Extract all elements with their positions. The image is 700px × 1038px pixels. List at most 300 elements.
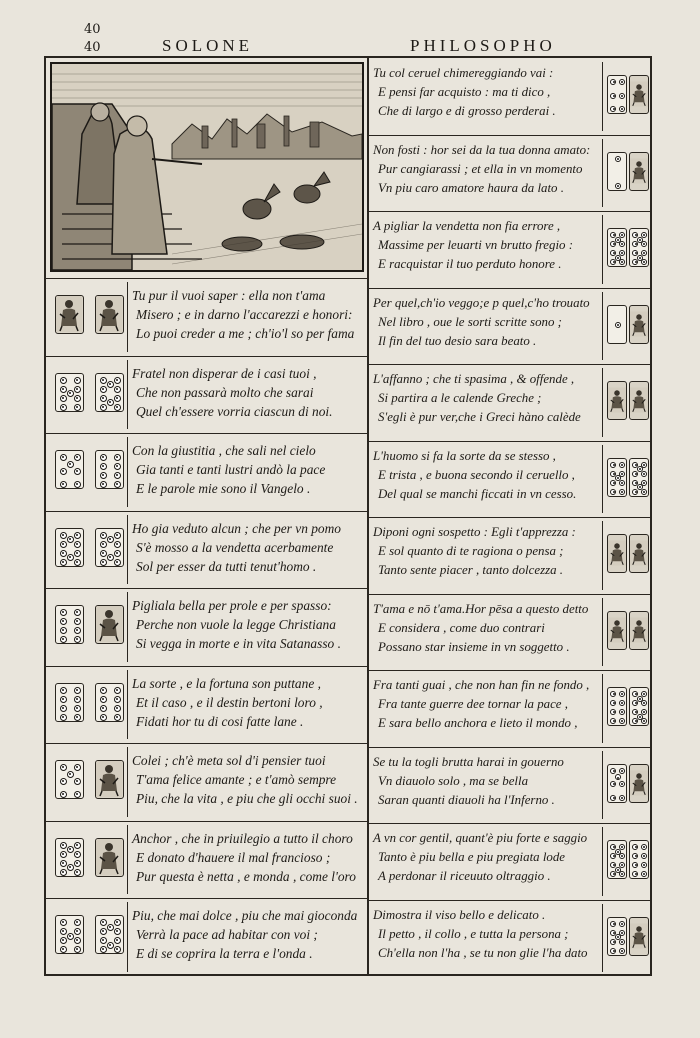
pip-card-icon <box>55 760 84 799</box>
pip-icon <box>67 933 74 940</box>
pip-icon <box>619 462 625 468</box>
pip-icon <box>60 609 67 616</box>
verse-left <box>132 829 356 886</box>
pip-icon <box>619 768 625 774</box>
pip-icon <box>107 399 114 406</box>
pip-icon <box>632 700 638 706</box>
pip-icon <box>610 781 616 787</box>
verse-line: E donato d'hauere il mal francioso ; <box>136 849 331 865</box>
verse-line: Pigliala bella per prole e per spasso: <box>132 598 332 613</box>
pip-icon <box>610 691 616 697</box>
pip-icon <box>107 554 114 561</box>
verse-line: La sorte , e la fortuna son puttane , <box>132 675 321 691</box>
pip-icon <box>60 714 67 721</box>
pip-card-icon <box>55 683 84 722</box>
running-head-right: PHILOSOPHO <box>410 36 556 55</box>
pip-icon <box>114 919 121 926</box>
verse-line: Gia tanti e tanti lustri andò la pace <box>136 462 326 477</box>
verse-line: E di se coprira la terra e l'onda . <box>136 946 313 961</box>
pip-icon <box>619 921 625 927</box>
verse-line: Si vegga in morte e in vita Satanasso . <box>136 636 341 651</box>
cell-divider <box>127 437 128 507</box>
pip-icon <box>114 714 121 721</box>
pip-icon <box>74 869 81 876</box>
pip-card-icon <box>607 228 627 267</box>
pip-icon <box>114 463 121 470</box>
pip-icon <box>60 696 67 703</box>
cell-divider <box>602 139 603 208</box>
pip-icon <box>60 791 67 798</box>
pip-icon <box>74 618 81 625</box>
verse-line: Fidati hor tu di cosi fatte lane . <box>136 713 304 729</box>
pip-icon <box>67 771 74 778</box>
verse-line: Con la giustitia , che sali nel cielo <box>132 443 316 458</box>
pip-icon <box>100 481 107 488</box>
verse-line: A perdonar il riceuuto oltraggio . <box>378 869 551 883</box>
pip-icon <box>619 691 625 697</box>
row-rule <box>368 823 652 824</box>
cell-divider <box>127 360 128 430</box>
pip-icon <box>74 937 81 944</box>
verse-line: Che di largo e di grosso perderai . <box>378 104 556 118</box>
pip-icon <box>641 718 647 724</box>
pip-icon <box>74 377 81 384</box>
pip-card-icon <box>55 373 84 412</box>
verse-right <box>373 753 564 810</box>
row-rule <box>368 364 652 365</box>
pip-icon <box>610 948 616 954</box>
verse-line: Vn diauolo solo , ma se bella <box>378 773 529 788</box>
row-rule <box>368 211 652 212</box>
pip-icon <box>619 241 625 247</box>
pip-icon <box>114 532 121 539</box>
figure-card-icon <box>55 295 84 334</box>
row-rule <box>368 670 652 671</box>
verse-line: Ho gia veduto alcun ; che per vn pomo <box>132 520 341 536</box>
pip-icon <box>60 928 67 935</box>
pip-icon <box>114 928 121 935</box>
verse-line: A pigliar la vendetta non fia errore , <box>373 219 561 233</box>
verse-right <box>373 600 588 657</box>
pip-icon <box>60 550 67 557</box>
cell-divider <box>602 904 603 973</box>
pip-icon <box>619 480 625 486</box>
verse-line: Colei ; ch'è meta sol d'i pensier tuoi <box>132 753 326 768</box>
pip-card-icon <box>95 450 124 489</box>
pip-icon <box>60 532 67 539</box>
pip-icon <box>74 541 81 548</box>
pip-icon <box>67 554 74 561</box>
pip-card-icon <box>607 75 627 114</box>
pip-icon <box>114 454 121 461</box>
row-rule <box>368 135 652 136</box>
verse-line: Per quel,ch'io veggo;e p quel,c'ho trouato <box>373 295 590 310</box>
pip-icon <box>100 705 107 712</box>
cell-divider <box>127 670 128 740</box>
pip-icon <box>114 472 121 479</box>
cell-divider <box>602 62 603 131</box>
pip-icon <box>74 386 81 393</box>
pip-icon <box>74 705 81 712</box>
verse-right <box>373 294 590 351</box>
row-rule <box>44 511 368 512</box>
running-head-left: SOLONE <box>162 36 254 55</box>
verse-line: Vn piu caro amatore haura da lato . <box>378 180 564 195</box>
pip-icon <box>632 259 638 265</box>
pip-icon <box>100 714 107 721</box>
row-rule <box>368 441 652 442</box>
pip-icon <box>619 93 625 99</box>
verse-right <box>373 64 556 121</box>
cell-divider <box>127 592 128 662</box>
pip-icon <box>619 871 625 877</box>
pip-icon <box>610 718 616 724</box>
pip-icon <box>641 259 647 265</box>
verse-left <box>132 441 325 498</box>
verse-line: Perche non vuole la legge Christiana <box>136 617 336 632</box>
verse-right <box>373 447 576 504</box>
verse-line: Lo puoi creder a me ; ch'io'l so per fama <box>136 326 355 341</box>
verse-line: E sol quanto di te ragiona o pensa ; <box>378 544 564 558</box>
pip-icon <box>60 860 67 867</box>
pip-card-icon <box>95 528 124 567</box>
verse-line: L'affanno ; che ti spasima , & offende , <box>373 372 575 386</box>
verse-line: Sol per esser da tutti tenut'homo . <box>136 558 317 574</box>
pip-icon <box>114 687 121 694</box>
pip-icon <box>610 79 616 85</box>
pip-card-icon <box>607 840 627 879</box>
verse-left <box>132 519 341 576</box>
figure-card-icon <box>629 534 649 573</box>
pip-icon <box>610 462 616 468</box>
figure-card-icon <box>629 305 649 344</box>
pip-icon <box>74 454 81 461</box>
verse-line: Tanto sente piacer , tanto dolcezza . <box>378 563 563 577</box>
pip-icon <box>610 871 616 877</box>
pip-icon <box>632 844 638 850</box>
cell-divider <box>127 515 128 585</box>
pip-icon <box>100 395 107 402</box>
pip-icon <box>641 489 647 495</box>
verse-line: E pensi far acquisto : ma ti dico , <box>378 85 551 99</box>
pip-icon <box>610 106 616 112</box>
pip-icon <box>610 489 616 495</box>
verse-line: S'egli è pur ver,che i Greci hàno calède <box>378 410 581 424</box>
pip-icon <box>615 156 621 162</box>
verse-line: Massime per leuarti vn brutto fregio : <box>378 238 574 252</box>
pip-icon <box>60 946 67 953</box>
pip-icon <box>107 924 114 931</box>
pip-card-icon <box>55 528 84 567</box>
verse-line: Si partira a le calende Greche ; <box>378 391 542 405</box>
pip-icon <box>641 862 647 868</box>
page-number-top: 40 <box>84 22 101 37</box>
row-rule <box>44 743 368 744</box>
cell-divider <box>602 215 603 284</box>
row-rule <box>368 747 652 748</box>
pip-icon <box>60 687 67 694</box>
verse-right <box>373 829 587 886</box>
pip-icon <box>67 390 74 397</box>
figure-card-icon <box>607 381 627 420</box>
verse-line: Dimostra il viso bello e delicato . <box>373 907 546 922</box>
verse-right <box>373 217 573 274</box>
pip-icon <box>60 778 67 785</box>
row-rule <box>44 356 368 357</box>
pip-icon <box>615 322 621 328</box>
pip-icon <box>60 454 67 461</box>
pip-icon <box>74 919 81 926</box>
pip-icon <box>74 550 81 557</box>
pip-icon <box>632 871 638 877</box>
verse-line: Se tu la togli brutta harai in gouerno <box>373 754 564 769</box>
pip-card-icon <box>629 687 649 726</box>
pip-icon <box>60 851 67 858</box>
pip-icon <box>74 395 81 402</box>
pip-icon <box>74 946 81 953</box>
pip-icon <box>60 869 67 876</box>
pip-icon <box>610 241 616 247</box>
pip-icon <box>114 937 121 944</box>
pip-icon <box>100 377 107 384</box>
pip-icon <box>619 795 625 801</box>
verse-line: Verrà la pace ad habitar con voi ; <box>136 927 318 942</box>
pip-icon <box>74 687 81 694</box>
pip-icon <box>100 550 107 557</box>
figure-card-icon <box>629 917 649 956</box>
verse-left <box>132 674 323 731</box>
verse-line: Del qual se manchi ficcati in vn cesso. <box>378 486 577 501</box>
verse-left <box>132 596 341 653</box>
pip-icon <box>67 461 74 468</box>
pip-icon <box>74 696 81 703</box>
pip-icon <box>60 559 67 566</box>
pip-card-icon <box>629 228 649 267</box>
cell-divider <box>602 751 603 820</box>
pip-icon <box>100 559 107 566</box>
verse-line: T'ama e nō t'ama.Hor pēsa a questo detto <box>373 601 589 616</box>
pip-icon <box>107 942 114 949</box>
row-rule <box>44 588 368 589</box>
pip-icon <box>619 709 625 715</box>
pip-icon <box>114 395 121 402</box>
verse-line: A vn cor gentil, quant'è piu forte e saggio <box>373 831 588 845</box>
verse-line: Piu, che la vita , e piu che gli occhi suoi . <box>136 791 358 806</box>
pip-icon <box>60 842 67 849</box>
pip-icon <box>100 532 107 539</box>
pip-icon <box>100 472 107 479</box>
verse-line: Tu col ceruel chimereggiando vai : <box>373 66 554 80</box>
row-rule <box>44 821 368 822</box>
pip-icon <box>610 795 616 801</box>
figure-card-icon <box>95 838 124 877</box>
pip-icon <box>100 454 107 461</box>
figure-card-icon <box>629 75 649 114</box>
pip-icon <box>641 844 647 850</box>
pip-icon <box>60 705 67 712</box>
row-rule <box>44 666 368 667</box>
verse-left <box>132 906 357 963</box>
cell-divider <box>602 292 603 361</box>
row-rule <box>44 278 368 279</box>
verse-line: T'ama felice amante ; e t'amò sempre <box>136 772 337 787</box>
cell-divider <box>602 827 603 896</box>
row-rule <box>44 433 368 434</box>
pip-icon <box>610 259 616 265</box>
figure-card-icon <box>95 760 124 799</box>
pip-icon <box>114 705 121 712</box>
pip-icon <box>74 842 81 849</box>
verse-line: Et il caso , e il destin bertoni loro , <box>136 694 323 710</box>
pip-icon <box>60 764 67 771</box>
pip-icon <box>100 463 107 470</box>
row-rule <box>368 517 652 518</box>
verse-right <box>373 370 581 427</box>
pip-card-icon <box>629 458 649 497</box>
verse-right <box>373 676 589 733</box>
pip-icon <box>615 183 621 189</box>
verse-line: Anchor , che in priuilegio a tutto il choro <box>132 830 353 846</box>
pip-card-icon <box>55 605 84 644</box>
pip-icon <box>74 559 81 566</box>
pip-card-icon <box>607 152 627 191</box>
row-rule <box>44 898 368 899</box>
pip-icon <box>114 377 121 384</box>
figure-card-icon <box>629 611 649 650</box>
pip-icon <box>74 851 81 858</box>
pip-icon <box>632 862 638 868</box>
verse-left <box>132 364 333 421</box>
cell-divider <box>127 902 128 972</box>
pip-card-icon <box>55 838 84 877</box>
pip-icon <box>100 687 107 694</box>
verse-line: Non fosti : hor sei da la tua donna amato: <box>373 142 591 157</box>
pip-icon <box>610 768 616 774</box>
pip-icon <box>74 468 81 475</box>
verse-line: E racquistar il tuo perduto honore . <box>378 257 562 271</box>
pip-icon <box>60 481 67 488</box>
verse-line: Fra tanti guai , che non han fin ne fondo , <box>373 678 590 692</box>
pip-icon <box>619 700 625 706</box>
figure-card-icon <box>629 764 649 803</box>
pip-card-icon <box>55 915 84 954</box>
row-rule <box>368 594 652 595</box>
pip-icon <box>100 386 107 393</box>
figure-card-icon <box>95 295 124 334</box>
pip-icon <box>641 871 647 877</box>
verse-line: E le parole mie sono il Vangelo . <box>136 481 311 496</box>
verse-line: Misero ; e in darno l'accarezzi e honori: <box>136 307 353 322</box>
pip-icon <box>632 241 638 247</box>
verse-left <box>132 751 358 808</box>
row-rule <box>368 900 652 901</box>
pip-card-icon <box>607 305 627 344</box>
verse-line: Pur cangiarassi ; et ella in vn momento <box>378 161 583 176</box>
verse-right <box>373 523 576 580</box>
verse-line: Il petto , il collo , e tutta la persona ; <box>378 926 569 941</box>
pip-icon <box>60 395 67 402</box>
verse-line: Tu pur il vuoi saper : ella non t'ama <box>132 288 326 303</box>
pip-icon <box>619 939 625 945</box>
verse-line: Ch'ella non l'ha , se tu non glie l'ha dato <box>378 945 588 960</box>
pip-icon <box>619 853 625 859</box>
pip-card-icon <box>607 764 627 803</box>
pip-icon <box>114 386 121 393</box>
cell-divider <box>602 445 603 514</box>
verse-line: Tanto è piu bella e piu pregiata lode <box>378 850 566 864</box>
pip-icon <box>619 79 625 85</box>
verse-line: Possano star insieme in vn soggetto . <box>378 639 570 654</box>
column-divider <box>367 56 369 976</box>
pip-icon <box>114 481 121 488</box>
pip-icon <box>619 781 625 787</box>
cell-divider <box>127 825 128 895</box>
pip-icon <box>100 946 107 953</box>
pip-icon <box>114 946 121 953</box>
pip-icon <box>114 550 121 557</box>
pip-icon <box>610 921 616 927</box>
pip-icon <box>100 919 107 926</box>
pip-icon <box>74 928 81 935</box>
pip-icon <box>74 791 81 798</box>
pip-icon <box>619 718 625 724</box>
pip-icon <box>74 714 81 721</box>
pip-icon <box>114 696 121 703</box>
cell-divider <box>602 674 603 743</box>
pip-card-icon <box>95 683 124 722</box>
pip-icon <box>641 853 647 859</box>
verse-line: Piu, che mai dolce , piu che mai gioconda <box>132 908 358 923</box>
figure-card-icon <box>95 605 124 644</box>
verse-line: Il fin del tuo desio sara beato . <box>378 333 537 348</box>
cell-divider <box>127 747 128 817</box>
pip-icon <box>114 541 121 548</box>
pip-icon <box>60 468 67 475</box>
pip-icon <box>74 481 81 488</box>
verse-line: E trista , e buona secondo il ceruello , <box>378 467 575 482</box>
verse-line: Saran quanti diauoli ha l'Inferno . <box>378 792 555 807</box>
pip-icon <box>615 774 621 780</box>
pip-icon <box>619 106 625 112</box>
figure-card-icon <box>607 611 627 650</box>
figure-card-icon <box>629 152 649 191</box>
pip-icon <box>641 471 647 477</box>
cell-divider <box>602 598 603 667</box>
pip-icon <box>610 709 616 715</box>
pip-icon <box>610 93 616 99</box>
woodcut-illustration <box>50 62 364 272</box>
pip-icon <box>107 536 114 543</box>
verse-line: Pur questa è netta , e monda , come l'oro <box>136 868 356 884</box>
verse-line: Diponi ogni sospetto : Egli t'apprezza : <box>373 525 576 539</box>
figure-card-icon <box>629 381 649 420</box>
pip-icon <box>632 853 638 859</box>
pip-icon <box>74 609 81 616</box>
pip-card-icon <box>55 450 84 489</box>
pip-icon <box>619 259 625 265</box>
pip-icon <box>60 919 67 926</box>
verse-line: Nel libro , oue le sorti scritte sono ; <box>378 314 562 329</box>
pip-card-icon <box>95 915 124 954</box>
pip-icon <box>74 404 81 411</box>
verse-line: E considera , come duo contrari <box>378 620 545 635</box>
pip-icon <box>610 853 616 859</box>
pip-icon <box>619 948 625 954</box>
pip-icon <box>74 636 81 643</box>
verse-left <box>132 286 354 343</box>
pip-icon <box>60 377 67 384</box>
pip-icon <box>114 559 121 566</box>
